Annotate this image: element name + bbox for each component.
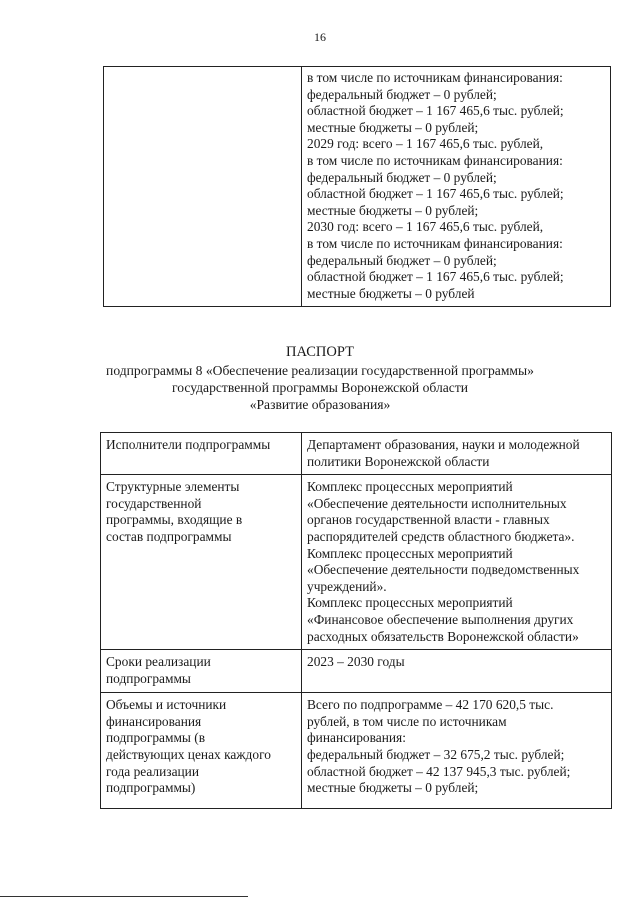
passport-subtitle-line: «Развитие образования» [249,397,391,412]
funding-line: 2029 год: всего – 1 167 465,6 тыс. рублей, [307,136,544,152]
value-line: Комплекс процессных мероприятий [307,545,513,561]
value-line: органов государственной власти - главных [307,512,550,528]
label-line: подпрограммы) [106,780,196,796]
value-cell [302,693,612,809]
footnote-separator [0,896,248,897]
value-cell [302,650,612,693]
label-line: Объемы и источники [106,697,227,713]
funding-line: в том числе по источникам финансирования: [307,235,563,251]
funding-line: 2030 год: всего – 1 167 465,6 тыс. рублей, [307,219,544,235]
funding-line: федеральный бюджет – 0 рублей; [307,169,497,185]
funding-line: в том числе по источникам финансирования: [307,70,563,85]
passport-subtitle-line: государственной программы Воронежской области [171,380,469,395]
value-cell [302,475,612,650]
label-line: подпрограммы [106,670,191,686]
value-line: Департамент образования, науки и молодежной [307,437,580,452]
row-executors [101,433,612,475]
passport-subtitle-line: подпрограммы 8 «Обеспечение реализации государственной программы» [106,363,534,378]
value-line: финансирования: [307,730,406,746]
row-structural-elements [101,475,612,650]
funding-line: местные бюджеты – 0 рублей [307,285,475,301]
value-line: Комплекс процессных мероприятий [307,479,513,495]
value-line: распорядителей средств областного бюджета». [307,528,575,544]
value-line: Всего по подпрограмме – 42 170 620,5 тыс. [307,697,554,713]
funding-line: областной бюджет – 1 167 465,6 тыс. рублей; [307,269,564,285]
passport-title: ПАСПОРТ [286,344,354,360]
funding-line: федеральный бюджет – 0 рублей; [307,86,497,102]
label-line: действующих ценах каждого [106,746,271,762]
label-cell [101,650,302,693]
value-line: Комплекс процессных мероприятий [307,595,513,611]
label-cell [101,433,302,475]
value-line: «Обеспечение деятельности исполнительных [307,495,567,511]
label-cell [101,693,302,809]
value-line: федеральный бюджет – 32 675,2 тыс. рублей; [307,746,565,762]
funding-line: областной бюджет – 1 167 465,6 тыс. рублей; [307,186,564,202]
continuation-value-cell [302,67,611,307]
label-line: года реализации [106,763,200,779]
row-funding [101,693,612,809]
value-line: «Обеспечение деятельности подведомственных [307,562,580,578]
row-timeline [101,650,612,693]
label-line: финансирования [106,713,202,729]
funding-line: областной бюджет – 1 167 465,6 тыс. рублей; [307,103,564,119]
value-line: «Финансовое обеспечение выполнения других [307,611,574,627]
page-number: 16 [314,30,326,44]
continuation-label-cell [104,67,302,307]
funding-line: федеральный бюджет – 0 рублей; [307,252,497,268]
passport-heading [0,343,640,413]
label-line: подпрограммы (в [106,730,206,746]
funding-line: местные бюджеты – 0 рублей; [307,119,479,135]
value-line: учреждений». [307,578,387,594]
value-line: политики Воронежской области [307,453,490,469]
label-line: Сроки реализации [106,654,211,670]
value-cell [302,433,612,475]
value-line: местные бюджеты – 0 рублей; [307,780,479,796]
value-line: рублей, в том числе по источникам [307,713,507,729]
funding-line: в том числе по источникам финансирования: [307,152,563,168]
value-line: расходных обязательств Воронежской области» [307,628,579,644]
value-line: областной бюджет – 42 137 945,3 тыс. рублей; [307,763,571,779]
continuation-row [104,67,611,307]
label-line: программы, входящие в [106,512,243,528]
label-cell [101,475,302,650]
label-line: государственной [106,495,202,511]
label-line: Исполнители подпрограммы [106,437,271,452]
funding-line: местные бюджеты – 0 рублей; [307,202,479,218]
label-line: состав подпрограммы [106,528,232,544]
label-line: Структурные элементы [106,479,240,495]
value-line: 2023 – 2030 годы [307,654,405,670]
passport-table [100,432,612,809]
continuation-table [103,66,611,307]
